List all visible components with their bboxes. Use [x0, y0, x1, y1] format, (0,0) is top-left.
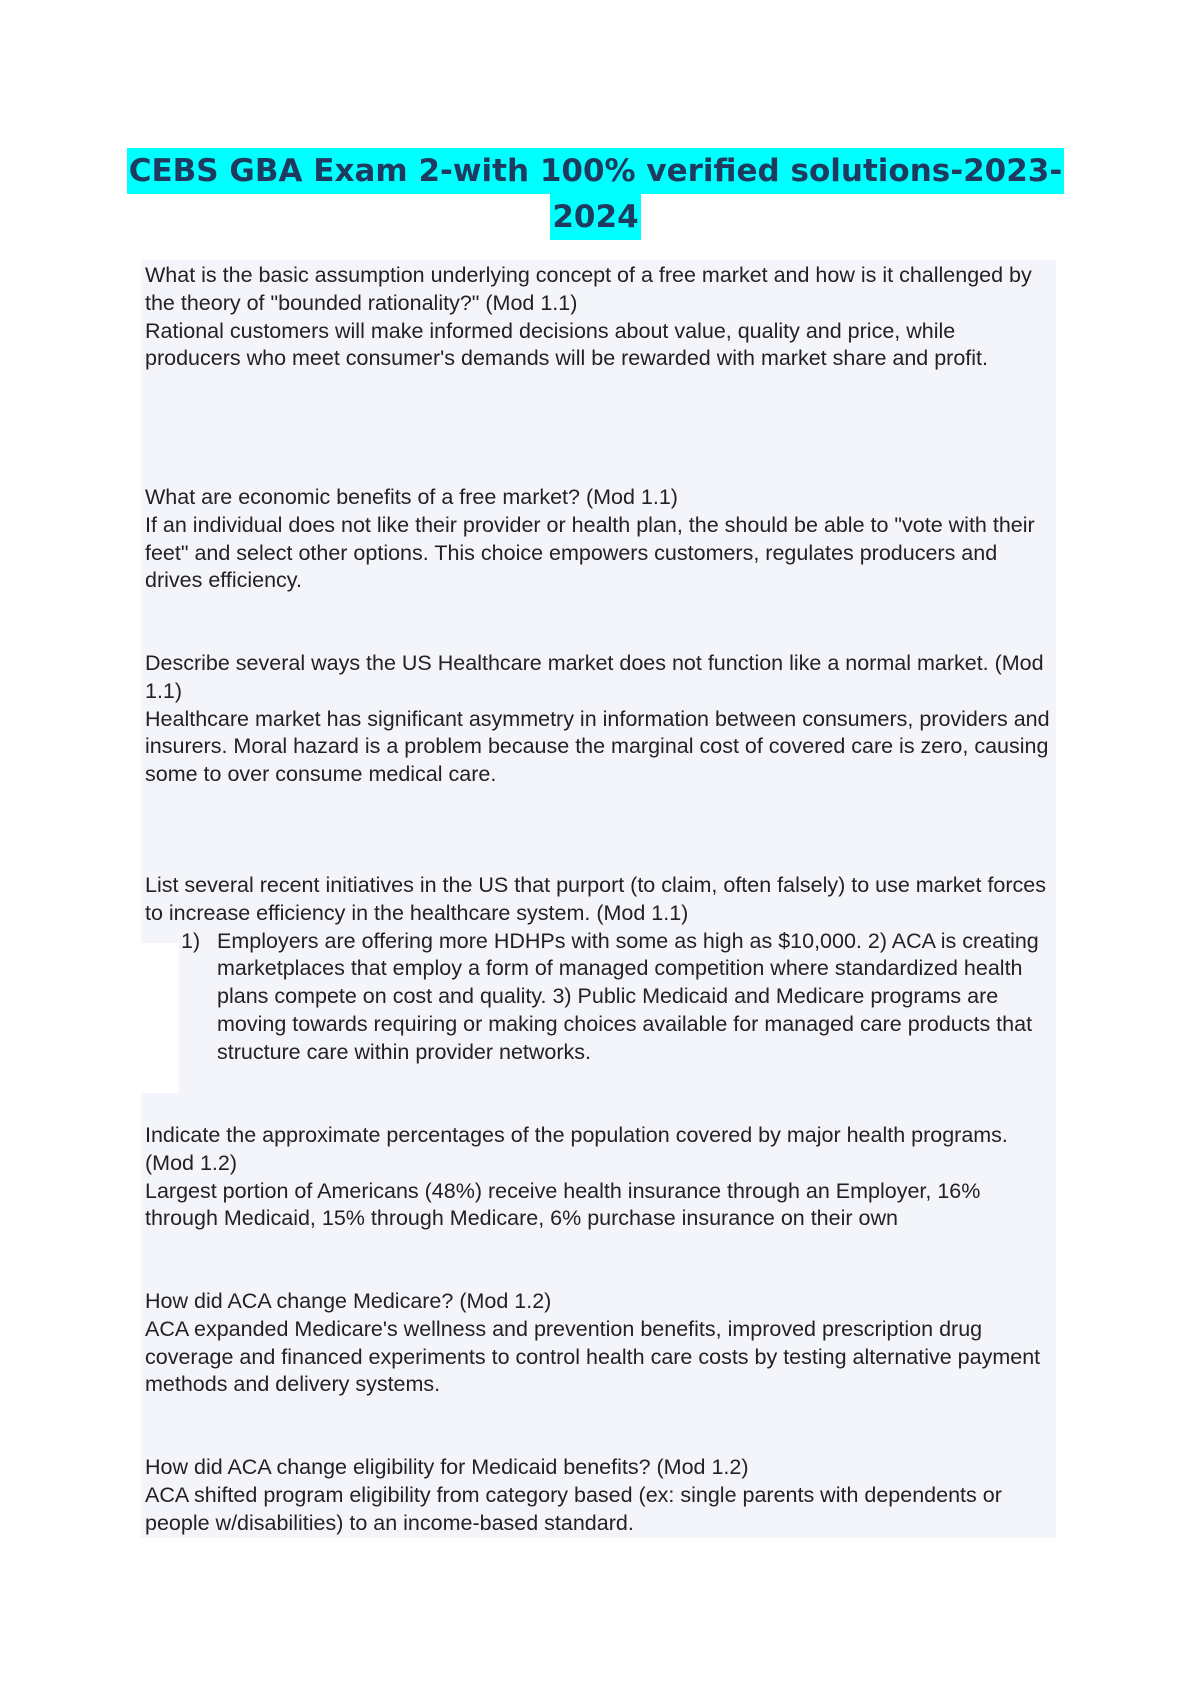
qa-item: [145, 650, 1055, 872]
list-item-text: Employers are offering more HDHPs with some as high as $10,000. 2) ACA is creating marketplaces that employ a form of managed competition where standardized health plans compete on cost and quality. 3) Public Medicaid and Medicare programs are moving towards requiring or making choices available for managed care products that structure care within provider networks.: [217, 928, 1039, 1064]
qa-item: [145, 1288, 1055, 1454]
answer-text: Healthcare market has significant asymmetry in information between consumers, providers and insurers. Moral hazard is a problem because the marginal cost of covered care is zero, causing some to over consume medical care.: [145, 706, 1050, 787]
answer-text: Rational customers will make informed decisions about value, quality and price, while producers who meet consumer's demands will be rewarded with market share and profit.: [145, 318, 988, 371]
qa-item: [145, 484, 1055, 650]
answer-text: If an individual does not like their provider or health plan, the should be able to "vote with their feet" and select other options. This choice empowers customers, regulates producers and drives efficiency.: [145, 512, 1035, 593]
answer-text: Largest portion of Americans (48%) receive health insurance through an Employer, 16% through Medicaid, 15% through Medicare, 6% purchase insurance on their own: [145, 1178, 981, 1231]
title-line-1: CEBS GBA Exam 2-with 100% verified solutions-2023-: [127, 148, 1065, 194]
qa-item: [145, 262, 1055, 484]
document-title: [0, 148, 1191, 240]
qa-item: [145, 1122, 1055, 1288]
question-text: What is the basic assumption underlying concept of a free market and how is it challenged by the theory of "bounded rationality?" (Mod 1.1): [145, 263, 1032, 315]
title-line-2: 2024: [550, 194, 640, 240]
answer-text: ACA expanded Medicare's wellness and prevention benefits, improved prescription drug coverage and financed experiments to control health care costs by testing alternative payment methods and delivery systems.: [145, 1316, 1041, 1397]
question-text: What are economic benefits of a free market? (Mod 1.1): [145, 485, 678, 509]
question-text: Describe several ways the US Healthcare market does not function like a normal market. (Mod 1.1): [145, 651, 1044, 703]
qa-item: [145, 872, 1055, 1122]
question-text: List several recent initiatives in the US that purport (to claim, often falsely) to use market forces to increase efficiency in the healthcare system. (Mod 1.1): [145, 873, 1046, 925]
list-marker: 1): [181, 928, 201, 953]
qa-item: [145, 1454, 1055, 1537]
initiatives-list-item: [145, 928, 1055, 1067]
question-text: How did ACA change Medicare? (Mod 1.2): [145, 1289, 552, 1313]
qa-content: [145, 262, 1055, 1537]
question-text: How did ACA change eligibility for Medicaid benefits? (Mod 1.2): [145, 1455, 749, 1479]
question-text: Indicate the approximate percentages of the population covered by major health programs. (Mod 1.2): [145, 1123, 1008, 1175]
answer-text: ACA shifted program eligibility from category based (ex: single parents with dependents or people w/disabilities) to an income-based standard.: [145, 1482, 1002, 1535]
